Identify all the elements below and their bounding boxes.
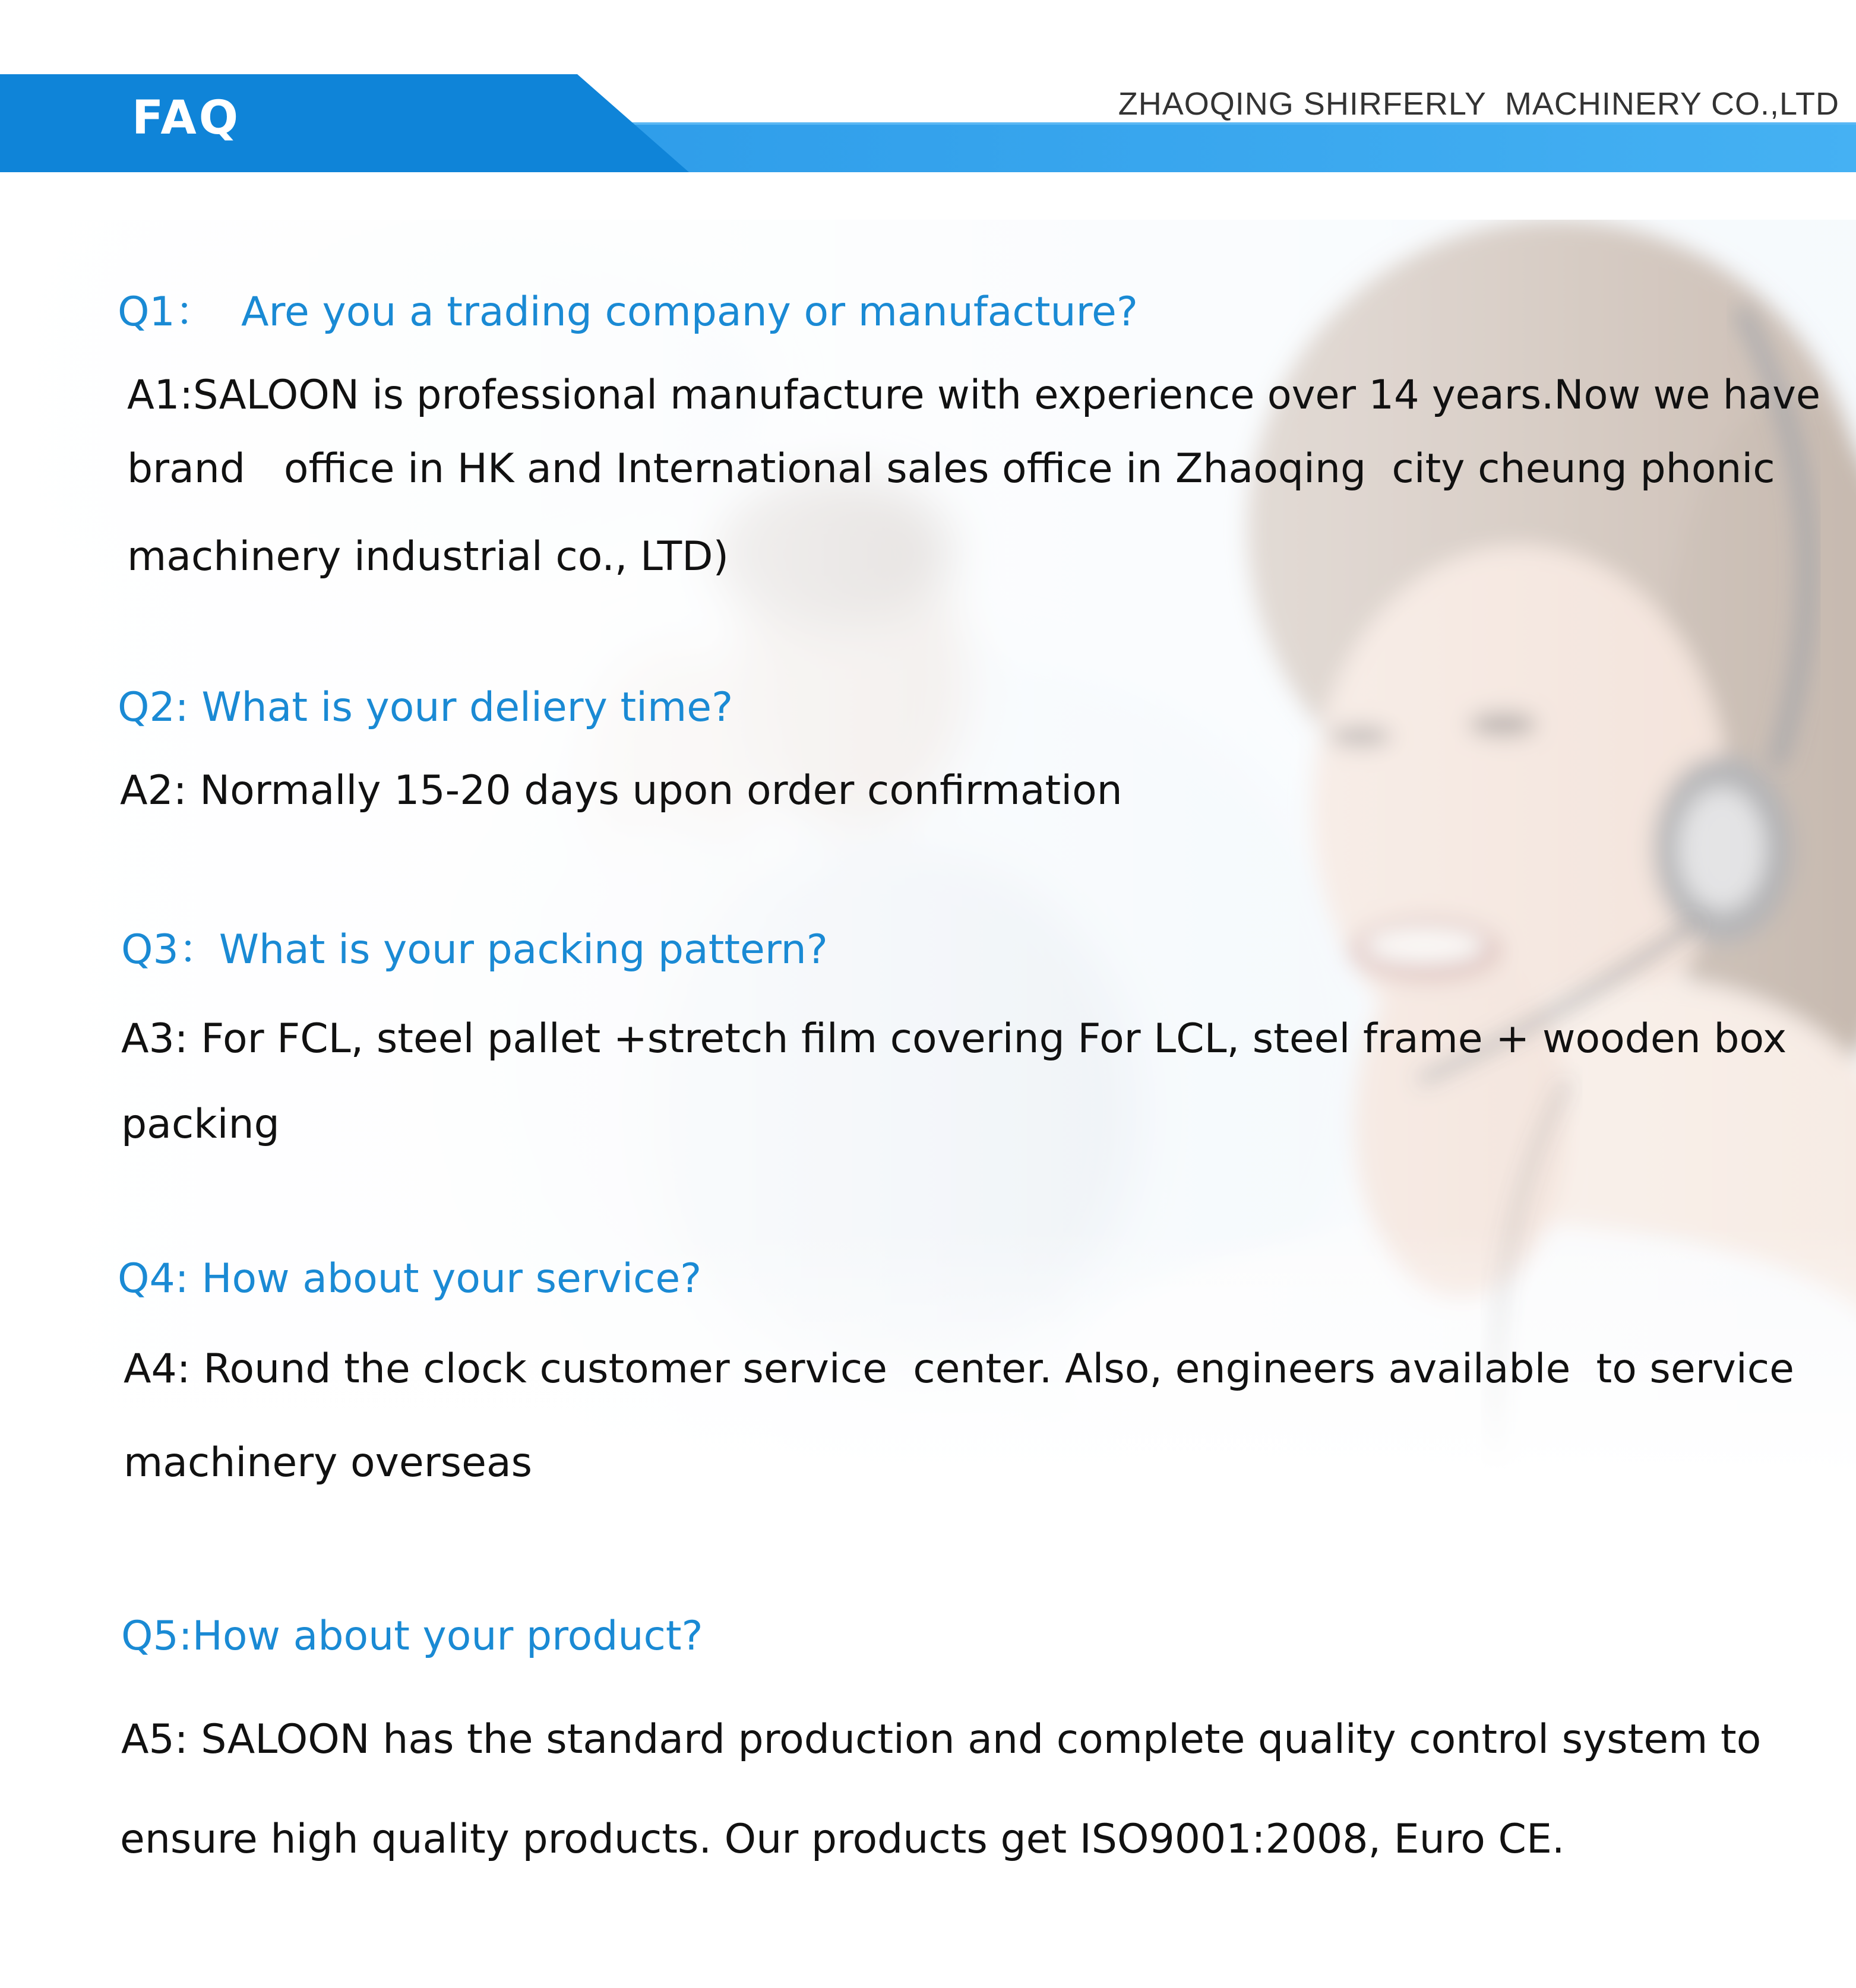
faq-answer-4-line-2: machinery overseas [124, 1439, 533, 1486]
faq-question-4: Q4: How about your service? [118, 1255, 702, 1302]
page-title: FAQ [132, 91, 241, 145]
faq-answer-1-line-3: machinery industrial co., LTD) [127, 533, 729, 580]
faq-question-5: Q5:How about your product? [121, 1613, 703, 1660]
faq-answer-5-line-1: A5: SALOON has the standard production and complete quality control system to [121, 1716, 1762, 1763]
faq-answer-4-line-1: A4: Round the clock customer service center. Also, engineers available to service [124, 1346, 1795, 1392]
faq-question-1: Q1： Are you a trading company or manufacture? [118, 289, 1138, 335]
company-name: ZHAOQING SHIRFERLY MACHINERY CO.,LTD [1118, 86, 1839, 122]
faq-question-3: Q3：What is your packing pattern? [121, 926, 828, 973]
faq-answer-1-line-2: brand office in HK and International sales office in Zhaoqing city cheung phonic [127, 445, 1775, 492]
faq-answer-5-line-2: ensure high quality products. Our products get ISO9001:2008, Euro CE. [120, 1816, 1565, 1863]
faq-answer-2-line-1: A2: Normally 15-20 days upon order confirmation [120, 767, 1123, 814]
faq-answer-1-line-1: A1:SALOON is professional manufacture with experience over 14 years.Now we have [127, 372, 1821, 419]
faq-answer-3-line-2: packing [121, 1101, 280, 1148]
faq-answer-3-line-1: A3: For FCL, steel pallet +stretch film covering For LCL, steel frame + wooden box [121, 1015, 1787, 1062]
faq-header-banner [0, 0, 1856, 178]
faq-question-2: Q2: What is your deliery time? [118, 684, 733, 731]
